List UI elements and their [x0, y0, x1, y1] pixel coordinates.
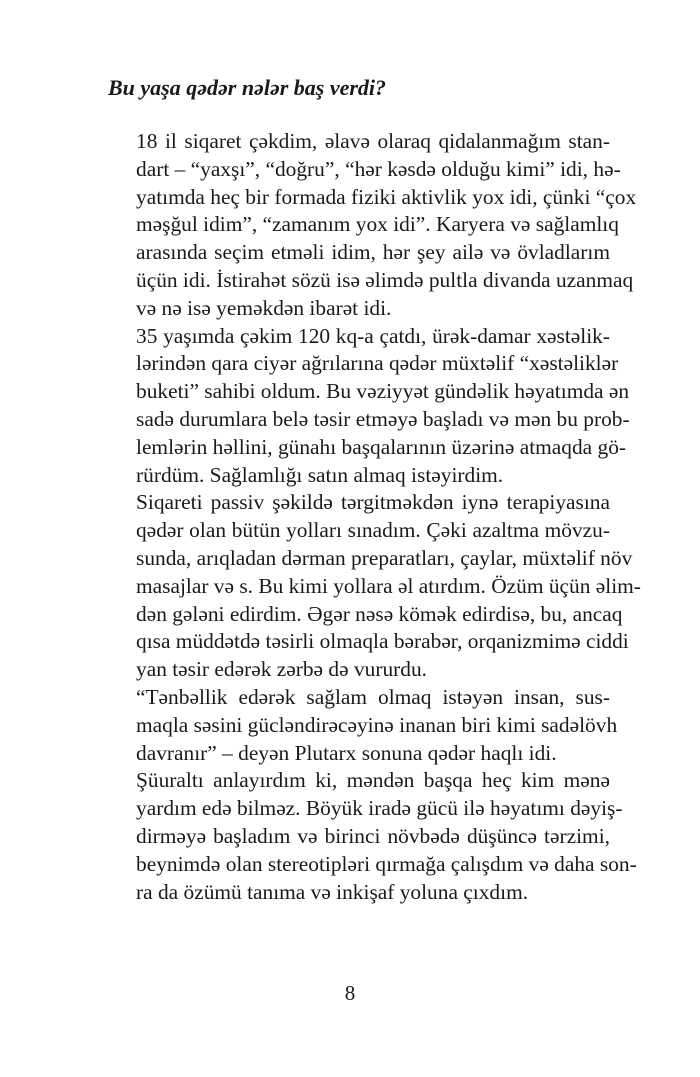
text-line: sunda, arıqladan dərman preparatları, çaylar, müxtəlif növ [136, 545, 633, 570]
paragraph [108, 489, 641, 684]
text-line: yardım edə bilməz. Böyük iradə gücü ilə həyatımı dəyiş- [136, 796, 623, 821]
text-line: yatımda heç bir formada fiziki aktivlik yox idi, çünki “çox [136, 184, 637, 209]
text-line: və nə isə yeməkdən ibarət idi. [136, 295, 392, 320]
text-line: dart – “yaxşı”, “doğru”, “hər kəsdə olduğu kimi” idi, hə- [136, 156, 621, 181]
text-line: məşğul idim”, “zamanım yox idi”. Karyera və sağlamlıq [136, 212, 619, 237]
body-text [108, 128, 641, 906]
page-number: 8 [344, 981, 356, 1005]
text-line: davranır” – deyən Plutarx sonuna qədər haqlı idi. [136, 740, 557, 765]
text-line: qısa müddətdə təsirli olmaqla bərabər, orqanizmimə ciddi [136, 629, 629, 654]
paragraph [108, 323, 630, 490]
section-heading: Bu yaşa qədər nələr baş verdi? [108, 75, 387, 100]
text-line: dirməyə başladım və birinci növbədə düşüncə tərzimi, [136, 823, 610, 848]
text-line: buketi” sahibi oldum. Bu vəziyyət gündəlik həyatımda ən [136, 379, 630, 404]
text-line: 35 yaşımda çəkim 120 kq-a çatdı, ürək-damar xəstəlik- [136, 323, 610, 348]
text-line: beynimdə olan stereotipləri qırmağa çalışdım və daha son- [136, 851, 637, 876]
text-line: qədər olan bütün yolları sınadım. Çəki azaltma mövzu- [136, 518, 610, 543]
text-line: yan təsir edərək zərbə də vururdu. [136, 657, 428, 682]
text-line: ra da özümü tanıma və inkişaf yoluna çıxdım. [136, 879, 529, 904]
text-line: üçün idi. İstirahət sözü isə əlimdə pultla divanda uzanmaq [136, 267, 634, 292]
text-line: masajlar və s. Bu kimi yollara əl atırdım. Özüm üçün əlim- [136, 573, 641, 598]
paragraph [108, 684, 618, 767]
text-line: Siqareti passiv şəkildə tərgitməkdən iynə terapiyasına [136, 490, 610, 515]
text-line: lərindən qara ciyər ağrılarına qədər müxtəlif “xəstəliklər [136, 351, 619, 376]
text-line: Şüuraltı anlayırdım ki, məndən başqa heç kim mənə [136, 768, 610, 793]
text-line: 18 il siqaret çəkdim, əlavə olaraq qidalanmağım stan- [136, 129, 610, 153]
text-line: maqla səsini gücləndirəcəyinə inanan biri kimi sadəlövh [136, 712, 618, 737]
paragraph [108, 128, 637, 323]
paragraph [108, 767, 637, 906]
text-line: arasında seçim etməli idim, hər şey ailə və övladlarım [136, 240, 610, 265]
text-line: “Tənbəllik edərək sağlam olmaq istəyən insan, sus- [136, 684, 610, 709]
text-line: lemlərin həllini, günahı başqalarının üzərinə atmaqda gö- [136, 434, 627, 459]
text-line: dən gələni edirdim. Əgər nəsə kömək edirdisə, bu, ancaq [136, 601, 623, 626]
text-line: rürdüm. Sağlamlığı satın almaq istəyirdim. [136, 462, 504, 487]
text-line: sadə durumlara belə təsir etməyə başladı və mən bu prob- [136, 406, 630, 431]
